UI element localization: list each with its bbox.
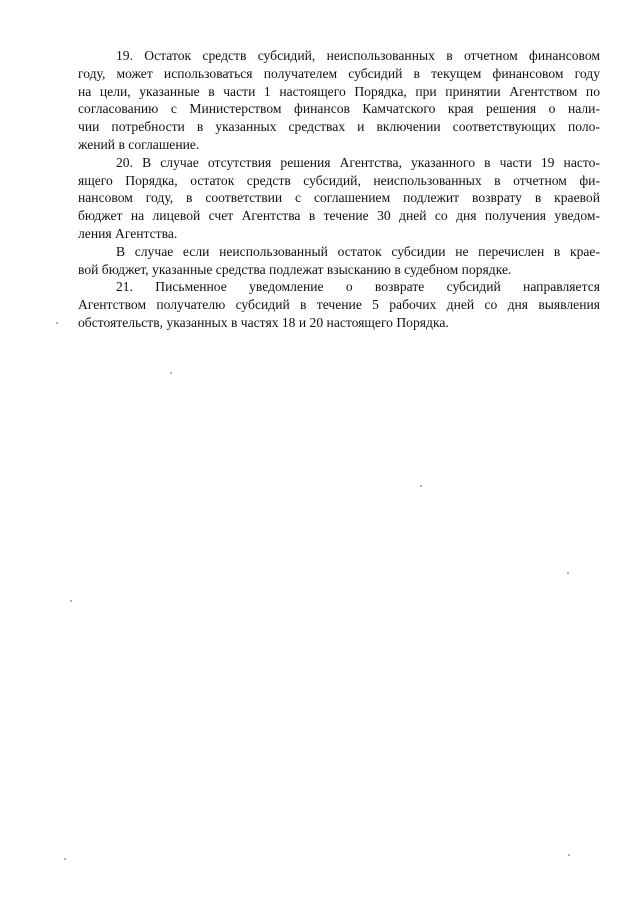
- text-line: Агентством получателю субсидий в течение 5 рабочих дней со дня выявления: [78, 297, 600, 313]
- scan-speck: [567, 572, 569, 574]
- scan-speck: [420, 485, 422, 487]
- scan-speck: [568, 854, 570, 856]
- text-line: В случае если неиспользованный остаток субсидии не перечислен в крае-: [116, 243, 600, 259]
- text-line: чии потребности в указанных средствах и включении соответствующих поло-: [78, 119, 600, 135]
- text-line: вой бюджет, указанные средства подлежат взысканию в судебном порядке.: [78, 261, 512, 277]
- scan-speck: [56, 322, 58, 324]
- paragraph-19: [78, 47, 600, 154]
- scan-speck: [64, 858, 66, 860]
- scan-speck: [170, 372, 172, 374]
- text-line: обстоятельств, указанных в частях 18 и 20 настоящего Порядка.: [78, 314, 449, 330]
- scan-speck: [70, 600, 72, 602]
- text-line: на цели, указанные в части 1 настоящего Порядка, при принятии Агентством по: [78, 83, 600, 99]
- text-line: 21. Письменное уведомление о возврате субсидий направляется: [116, 279, 600, 295]
- paragraph-20-continuation: [78, 243, 600, 279]
- text-line: согласованию с Министерством финансов Камчатского края решения о нали-: [78, 101, 600, 117]
- paragraph-20: [78, 154, 600, 243]
- document-body: [78, 47, 600, 332]
- text-line: ления Агентства.: [78, 225, 178, 241]
- text-line: 20. В случае отсутствия решения Агентства, указанного в части 19 насто-: [116, 154, 600, 170]
- text-line: жений в соглашение.: [78, 136, 200, 152]
- paragraph-21: [78, 278, 600, 331]
- text-line: году, может использоваться получателем субсидий в текущем финансовом году: [78, 65, 600, 81]
- text-line: нансовом году, в соответствии с соглашением подлежит возврату в краевой: [78, 190, 600, 206]
- text-line: бюджет на лицевой счет Агентства в течение 30 дней со дня получения уведом-: [78, 208, 600, 224]
- text-line: ящего Порядка, остаток средств субсидий, неиспользованных в отчетном фи-: [78, 172, 600, 188]
- text-line: 19. Остаток средств субсидий, неиспользованных в отчетном финансовом: [116, 48, 600, 63]
